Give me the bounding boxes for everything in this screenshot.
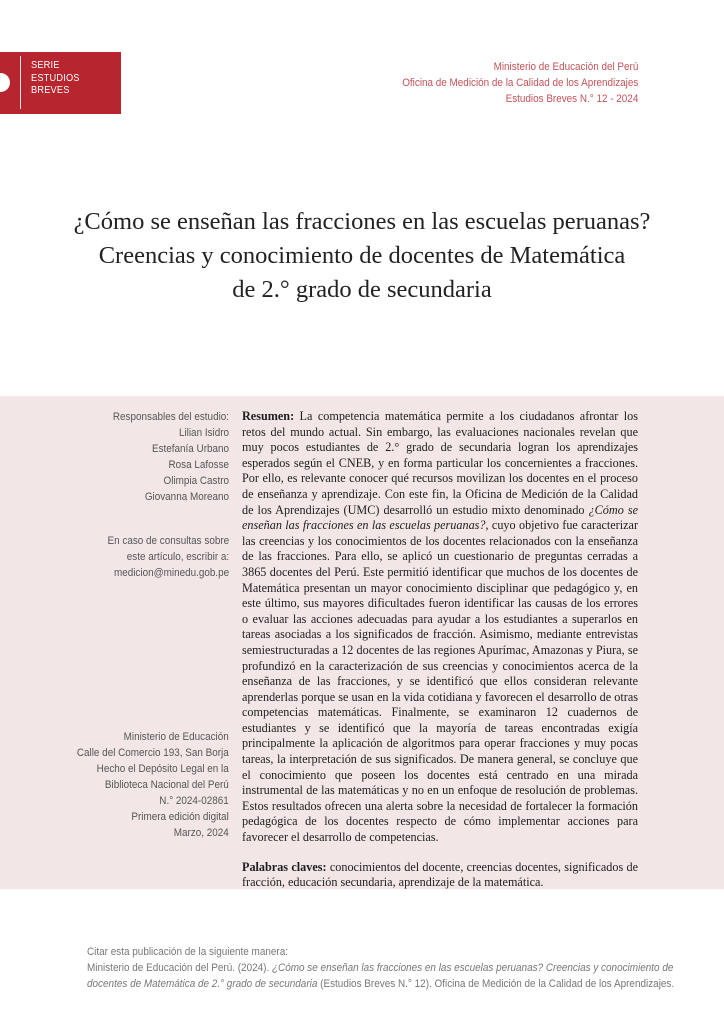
- abstract-text: , cuyo objetivo fue caracterizar las creencias y los conocimientos de los docentes relacionados con la enseñanza de las fracciones. Para ello, se aplicó un cuestionario de preguntas cerradas a 3865 docentes del Perú. Este permitió identificar que muchos de los docentes de Matemática presentan un mayor conocimiento disciplinar que pedagógico y, en este último, sus mayores dificultades fueron identificar las causas de los errores o evaluar las acciones adecuadas para ayudar a los estudiantes a superarlos en tareas asociadas a los significados de fracción. Asimismo, mediante entrevistas semiestructuradas a 12 docentes de las regiones Apurímac, Amazonas y Piura, se profundizó en la caracterización de sus creencias y conocimientos acerca de la enseñanza de las fracciones, y se identificó que ellos consideran relevante aprenderlas porque se usan en la vida cotidiana y favorecen el desarrollo de otras competencias matemáticas. Finalmente, se examinaron 12 cuadernos de estudiantes y se identificó que la mayoría de tareas encontradas exigía principalmente la aplicación de algoritmos para operar fracciones y muy pocas tareas, la interpretación de sus significados. De manera general, se concluye que el conocimiento que poseen los docentes está centrado en una mirada instrumental de las matemáticas y no en un enfoque de resolución de problemas. Estos resultados ofrecen una alerta sobre la necesidad de fortalecer la formación pedagógica de los docentes respecto de cómo implementar acciones para favorecer el desarrollo de competencias.: [242, 518, 638, 845]
- publisher-header: [402, 59, 638, 107]
- author-name: Estefanía Urbano: [151, 443, 229, 455]
- legal-line: Primera edición digital: [131, 811, 229, 823]
- publisher-office: Oficina de Medición de la Calidad de los Aprendizajes: [401, 77, 638, 89]
- abstract-body: [242, 409, 638, 891]
- abstract-text: La competencia matemática permite a los ciudadanos afrontar los retos del mundo actual. Sin embargo, las evaluaciones nacionales revelan que muy pocos estudiantes de 2.° grado de secundaria logran los aprendizajes esperados según el CNEB, y en forma particular los concernientes a fracciones. Por ello, es relevante conocer qué recursos movilizan los docentes en el proceso de enseñanza y aprendizaje. Con este fin, la Oficina de Medición de la Calidad de los Aprendizajes (UMC) desarrolló un estudio mixto denominado: [242, 409, 638, 517]
- citation-source: (Estudios Breves N.° 12). Oficina de Medición de la Calidad de los Aprendizajes.: [317, 978, 675, 990]
- citation-block: [87, 944, 675, 992]
- citation-line: [87, 976, 675, 992]
- series-label-line: BREVES: [31, 84, 70, 96]
- series-label-line: ESTUDIOS: [31, 71, 80, 84]
- abstract-label: Resumen:: [242, 409, 295, 423]
- badge-divider: [20, 56, 21, 109]
- title-line: ¿Cómo se enseñan las fracciones en las escuelas peruanas?: [73, 208, 651, 235]
- author-name: Giovanna Moreano: [144, 491, 229, 503]
- author-name: Lilian Isidro: [178, 427, 229, 439]
- page-title: [20, 205, 704, 307]
- legal-line: Ministerio de Educación: [123, 731, 229, 743]
- publisher-ministry: Ministerio de Educación del Perú: [493, 61, 638, 73]
- abstract-paragraph: [242, 409, 638, 846]
- legal-line: Biblioteca Nacional del Perú: [105, 779, 229, 791]
- title-line: Creencias y conocimiento de docentes de Matemática: [98, 242, 626, 269]
- legal-block: [77, 729, 229, 841]
- title-line: de 2.° grado de secundaria: [232, 276, 492, 303]
- author-name: Rosa Lafosse: [168, 459, 229, 471]
- contact-line: En caso de consultas sobre: [107, 535, 229, 547]
- citation-author: Ministerio de Educación del Perú. (2024).: [87, 962, 272, 974]
- series-label: [31, 59, 80, 97]
- contact-email[interactable]: medicion@minedu.gob.pe: [113, 567, 229, 579]
- series-label-line: SERIE: [31, 59, 60, 71]
- author-name: Olimpia Castro: [163, 475, 229, 487]
- contact-line: este artículo, escribir a:: [126, 551, 229, 563]
- legal-line: Calle del Comercio 193, San Borja: [77, 747, 229, 759]
- citation-title: docentes de Matemática de 2.° grado de secundaria: [87, 978, 318, 990]
- authors-label: Responsables del estudio:: [112, 411, 229, 423]
- authors-block: [113, 409, 229, 505]
- citation-title: ¿Cómo se enseñan las fracciones en las escuelas peruanas? Creencias y conocimiento de: [271, 962, 674, 974]
- keywords-label: Palabras claves:: [242, 859, 327, 874]
- keywords-paragraph: [242, 860, 638, 891]
- citation-label: Citar esta publicación de la siguiente manera:: [87, 946, 288, 958]
- study-title: ¿Cómo se enseñan las fracciones en las escuelas peruanas?: [242, 502, 638, 533]
- badge-circle-icon: [0, 73, 10, 92]
- legal-line: Marzo, 2024: [173, 827, 229, 839]
- keywords-text: conocimientos del docente, creencias docentes, significados de fracción, educación secundaria, aprendizaje de la matemática.: [242, 859, 638, 890]
- contact-block: [107, 533, 229, 581]
- citation-line: [87, 960, 674, 976]
- publication-number: Estudios Breves N.° 12 - 2024: [505, 93, 638, 105]
- legal-line: Hecho el Depósito Legal en la: [96, 763, 229, 775]
- legal-line: N.° 2024-02861: [159, 795, 229, 807]
